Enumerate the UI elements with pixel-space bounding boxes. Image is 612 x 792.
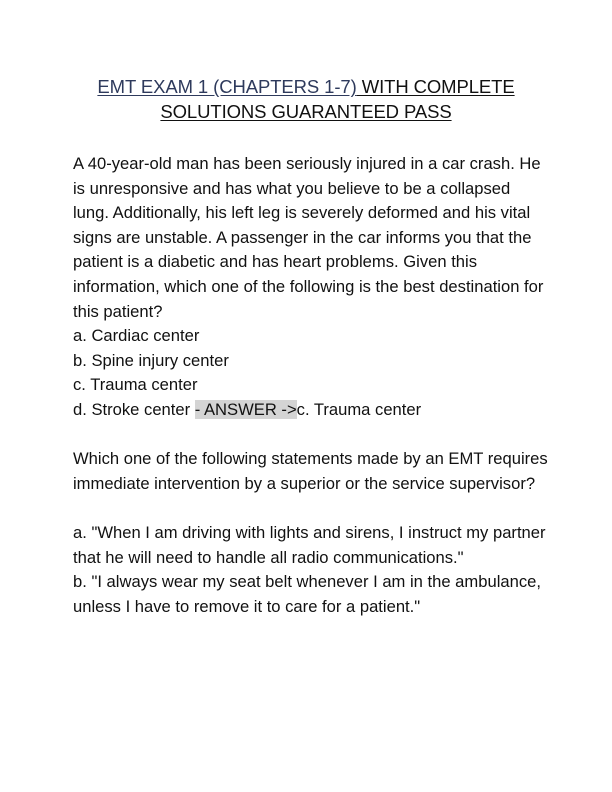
- document-title: [60, 74, 552, 124]
- answer-tag: - ANSWER ->: [194, 399, 297, 419]
- document-body: [73, 152, 548, 619]
- question-2-option-b: b. "I always wear my seat belt whenever I am in the ambulance, unless I have to remove it to care for a patient.": [73, 572, 541, 616]
- question-1-answer: c. Trauma center: [296, 399, 422, 419]
- paragraph-spacer: [73, 423, 548, 448]
- question-1-option-d-line: [73, 398, 548, 423]
- question-1-option-b: b. Spine injury center: [73, 350, 229, 370]
- question-1-option-d: d. Stroke center: [73, 399, 195, 419]
- question-1-option-c: c. Trauma center: [73, 375, 198, 395]
- title-rest-text: WITH COMPLETE SOLUTIONS GUARANTEED PASS: [160, 76, 515, 122]
- title-link-text[interactable]: EMT EXAM 1 (CHAPTERS 1-7): [97, 76, 357, 97]
- paragraph-spacer: [73, 496, 548, 521]
- question-1-text: A 40-year-old man has been seriously injured in a car crash. He is unresponsive and has what you believe to be a collapsed lung. Additionally, his left leg is severely deformed and his vital signs are unstable. A passenger in the car informs you that the patient is a diabetic and has heart problems. Given this information, which one of the following is the best destination for this patient?: [73, 154, 544, 321]
- question-1-option-a: a. Cardiac center: [73, 326, 200, 346]
- question-2-option-a: a. "When I am driving with lights and sirens, I instruct my partner that he will need to handle all radio communications.": [73, 522, 546, 567]
- question-2-text: Which one of the following statements made by an EMT requires immediate intervention by a superior or the service supervisor?: [73, 449, 548, 493]
